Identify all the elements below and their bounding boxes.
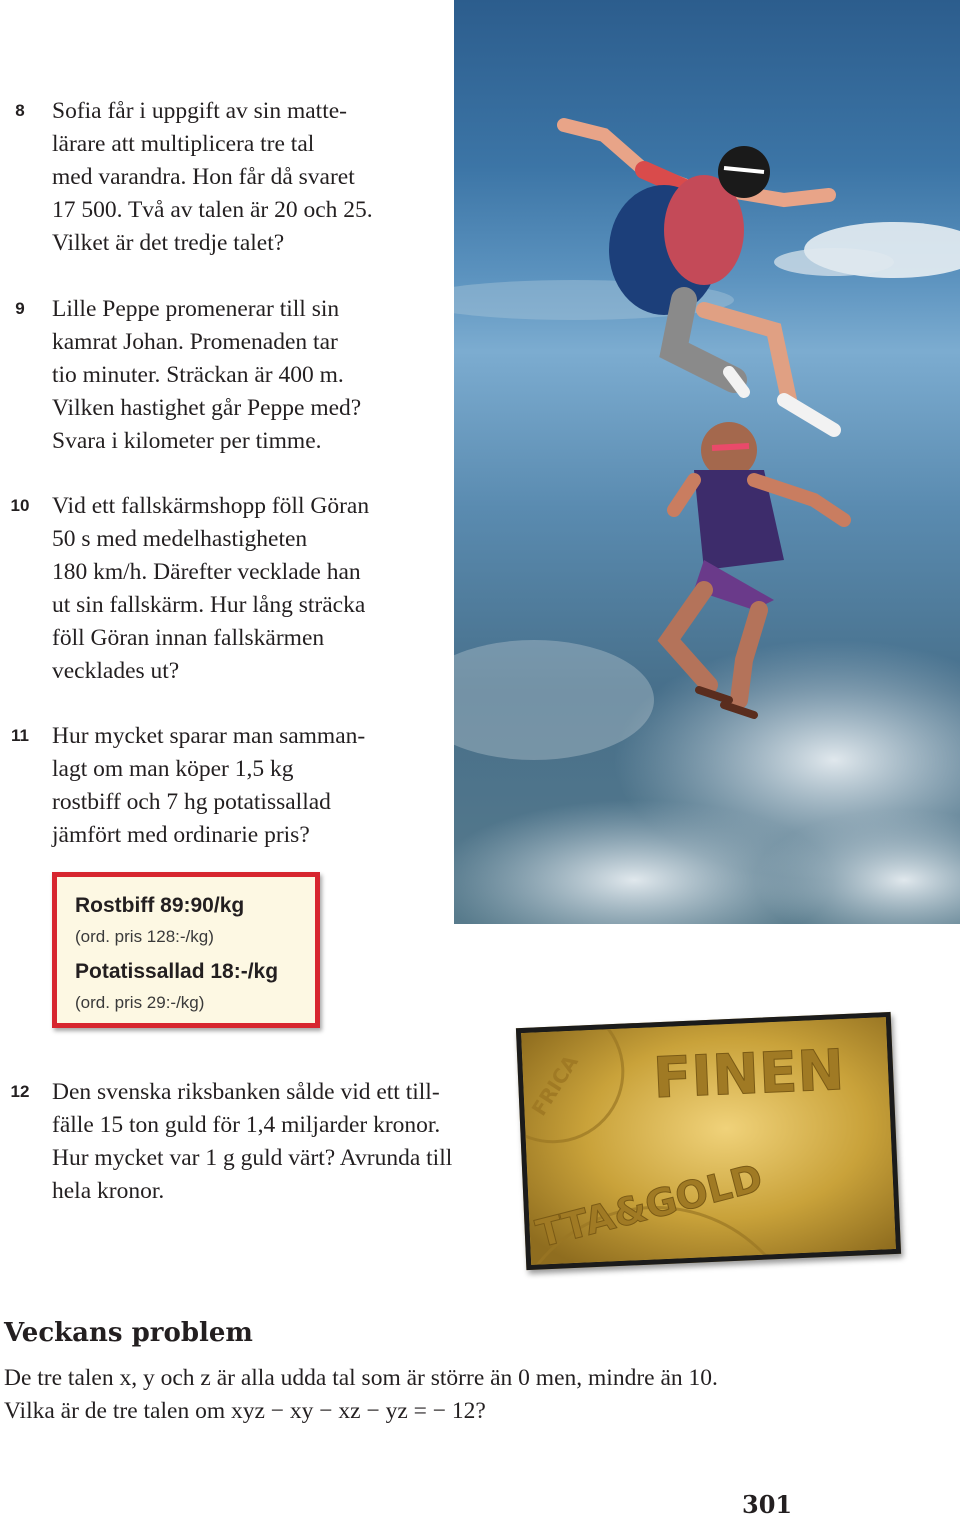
text-line: ut sin fallskärm. Hur lång sträcka xyxy=(52,592,366,618)
text-line: 17 500. Två av talen är 20 och 25. xyxy=(52,197,373,223)
problem-11 xyxy=(0,720,450,852)
text-line: tio minuter. Sträckan är 400 m. xyxy=(52,362,344,388)
problem-text xyxy=(52,490,450,688)
problem-number: 12 xyxy=(10,1082,30,1101)
text-line: Den svenska riksbanken sålde vid ett till- xyxy=(52,1079,440,1105)
text-line: föll Göran innan fallskärmen xyxy=(52,625,325,651)
text-line: med varandra. Hon får då svaret xyxy=(52,164,355,190)
price-sign xyxy=(52,872,320,1028)
problem-8 xyxy=(0,95,450,260)
problem-number: 8 xyxy=(15,101,25,120)
text-line: vecklades ut? xyxy=(52,658,180,684)
problem-10 xyxy=(0,490,450,688)
veckans-line-2: Vilka är de tre talen om xyz − xy − xz − yz = − 12? xyxy=(4,1398,486,1424)
text-line: jämfört med ordinarie pris? xyxy=(52,822,310,848)
page-number: 301 xyxy=(742,1490,793,1519)
text-line: rostbiff och 7 hg potatissallad xyxy=(52,789,331,815)
problem-text xyxy=(52,293,450,458)
gold-stamp-side: FRICA xyxy=(526,1050,583,1120)
text-line: lärare att multiplicera tre tal xyxy=(52,131,315,157)
problem-number: 9 xyxy=(15,299,25,318)
gold-stamp-bottom: TTA&GOLD xyxy=(531,1155,767,1257)
problem-9 xyxy=(0,293,450,458)
text-line: Lille Peppe promenerar till sin xyxy=(52,296,340,322)
problem-number: 10 xyxy=(10,496,30,515)
upper-skydiver xyxy=(564,125,834,430)
problem-text xyxy=(52,95,450,260)
text-line: Hur mycket sparar man samman- xyxy=(52,723,366,749)
problem-text xyxy=(52,1076,500,1208)
veckans-problem-text xyxy=(4,1362,944,1428)
skydivers-illustration xyxy=(454,0,960,924)
text-line: Vid ett fallskärmshopp föll Göran xyxy=(52,493,370,519)
price-item-rostbiff: Rostbiff 89:90/kg xyxy=(75,894,245,917)
text-line: Svara i kilometer per timme. xyxy=(52,428,322,454)
text-line: 50 s med medelhastigheten xyxy=(52,526,308,552)
text-line: 180 km/h. Därefter vecklade han xyxy=(52,559,361,585)
price-ordinary-potatissallad: (ord. pris 29:-/kg) xyxy=(75,993,205,1012)
problem-number: 11 xyxy=(11,726,29,745)
problem-text xyxy=(52,720,450,852)
veckans-problem-title: Veckans problem xyxy=(4,1318,253,1348)
text-line: hela kronor. xyxy=(52,1178,165,1204)
skydivers-photo xyxy=(454,0,960,924)
text-line: Sofia får i uppgift av sin matte- xyxy=(52,98,347,124)
text-line: lagt om man köper 1,5 kg xyxy=(52,756,294,782)
text-line: kamrat Johan. Promenaden tar xyxy=(52,329,338,355)
gold-bar-photo xyxy=(516,1012,901,1270)
price-ordinary-rostbiff: (ord. pris 128:-/kg) xyxy=(75,927,214,946)
text-line: Vilket är det tredje talet? xyxy=(52,230,285,256)
veckans-line-1: De tre talen x, y och z är alla udda tal som är större än 0 men, mindre än 10. xyxy=(4,1365,718,1391)
text-line: Vilken hastighet går Peppe med? xyxy=(52,395,362,421)
price-item-potatissallad: Potatissallad 18:-/kg xyxy=(75,960,279,983)
gold-stamp-top: FINEN xyxy=(651,1038,846,1112)
text-line: fälle 15 ton guld för 1,4 miljarder kronor. xyxy=(52,1112,441,1138)
problem-12 xyxy=(0,1076,500,1208)
text-line: Hur mycket var 1 g guld värt? Avrunda till xyxy=(52,1145,453,1171)
gold-bar-illustration xyxy=(521,1017,896,1265)
